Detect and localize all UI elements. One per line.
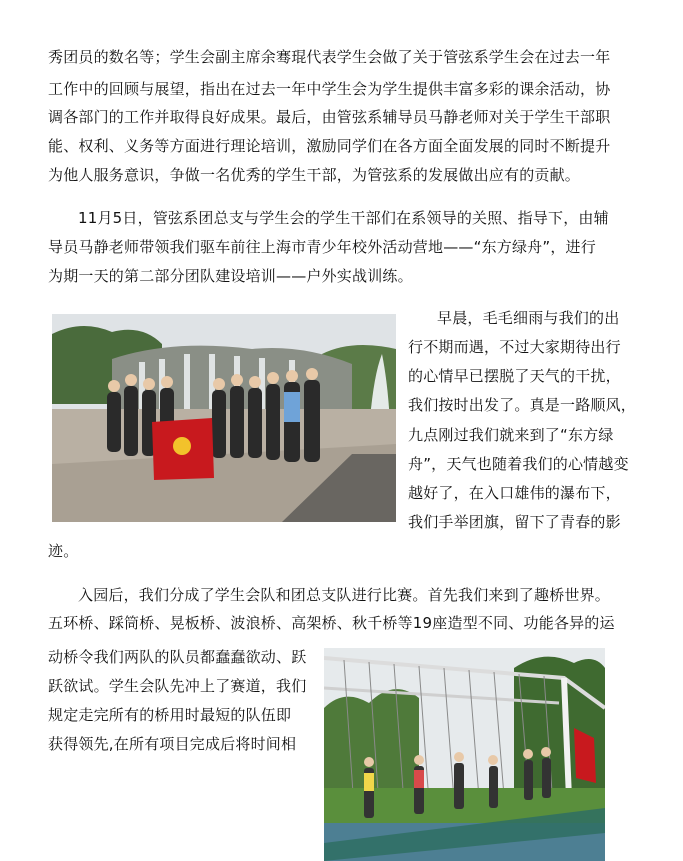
paragraph-line: 早晨，毛毛细雨与我们的出 [437, 309, 620, 327]
paragraph-line: 入园后，我们分成了学生会队和团总支队进行比赛。首先我们来到了趣桥世界。 [78, 586, 611, 604]
paragraph-line: 的心情早已摆脱了天气的干扰， [408, 367, 621, 385]
paragraph-line: 我们按时出发了。真是一路顺风， [408, 396, 637, 414]
paragraph-line: 11月5日，管弦系团总支与学生会的学生干部们在系领导的关照、指导下，由辅 [78, 209, 609, 227]
paragraph-line: 我们手举团旗，留下了青春的影 [408, 513, 621, 531]
rope-bridge-photo [324, 648, 605, 861]
paragraph-line: 迹。 [48, 542, 79, 560]
paragraph-line: 舟”，天气也随着我们的心情越变 [408, 455, 629, 473]
paragraph-line: 规定走完所有的桥用时最短的队伍即 [48, 706, 292, 724]
paragraph-line: 行不期而遇，不过大家期待出行 [408, 338, 621, 356]
paragraph-line: 能、权利、义务等方面进行理论培训，激励同学们在各方面全面发展的同时不断提升 [48, 137, 611, 155]
paragraph-line: 越好了，在入口雄伟的瀑布下， [408, 484, 621, 502]
paragraph-line: 获得领先,在所有项目完成后将时间相 [48, 735, 297, 753]
paragraph-line: 导员马静老师带领我们驱车前往上海市青少年校外活动营地——“东方绿舟”，进行 [48, 238, 596, 256]
paragraph-line: 动桥令我们两队的队员都蠢蠢欲动、跃 [48, 648, 307, 666]
paragraph-line: 九点刚过我们就来到了“东方绿 [408, 426, 614, 444]
group-photo-waterfall [52, 314, 396, 522]
paragraph-line: 秀团员的数名等；学生会副主席余骞琨代表学生会做了关于管弦系学生会在过去一年 [48, 48, 611, 66]
paragraph-line: 为期一天的第二部分团队建设培训——户外实战训练。 [48, 267, 413, 285]
paragraph-line: 五环桥、踩筒桥、晃板桥、波浪桥、高架桥、秋千桥等19座造型不同、功能各异的运 [48, 614, 615, 632]
paragraph-line: 调各部门的工作并取得良好成果。最后，由管弦系辅导员马静老师对关于学生干部职 [48, 108, 611, 126]
paragraph-line: 工作中的回顾与展望，指出在过去一年中学生会为学生提供丰富多彩的课余活动，协 [48, 80, 611, 98]
paragraph-line: 跃欲试。学生会队先冲上了赛道，我们 [48, 677, 307, 695]
paragraph-line: 为他人服务意识，争做一名优秀的学生干部，为管弦系的发展做出应有的贡献。 [48, 166, 581, 184]
